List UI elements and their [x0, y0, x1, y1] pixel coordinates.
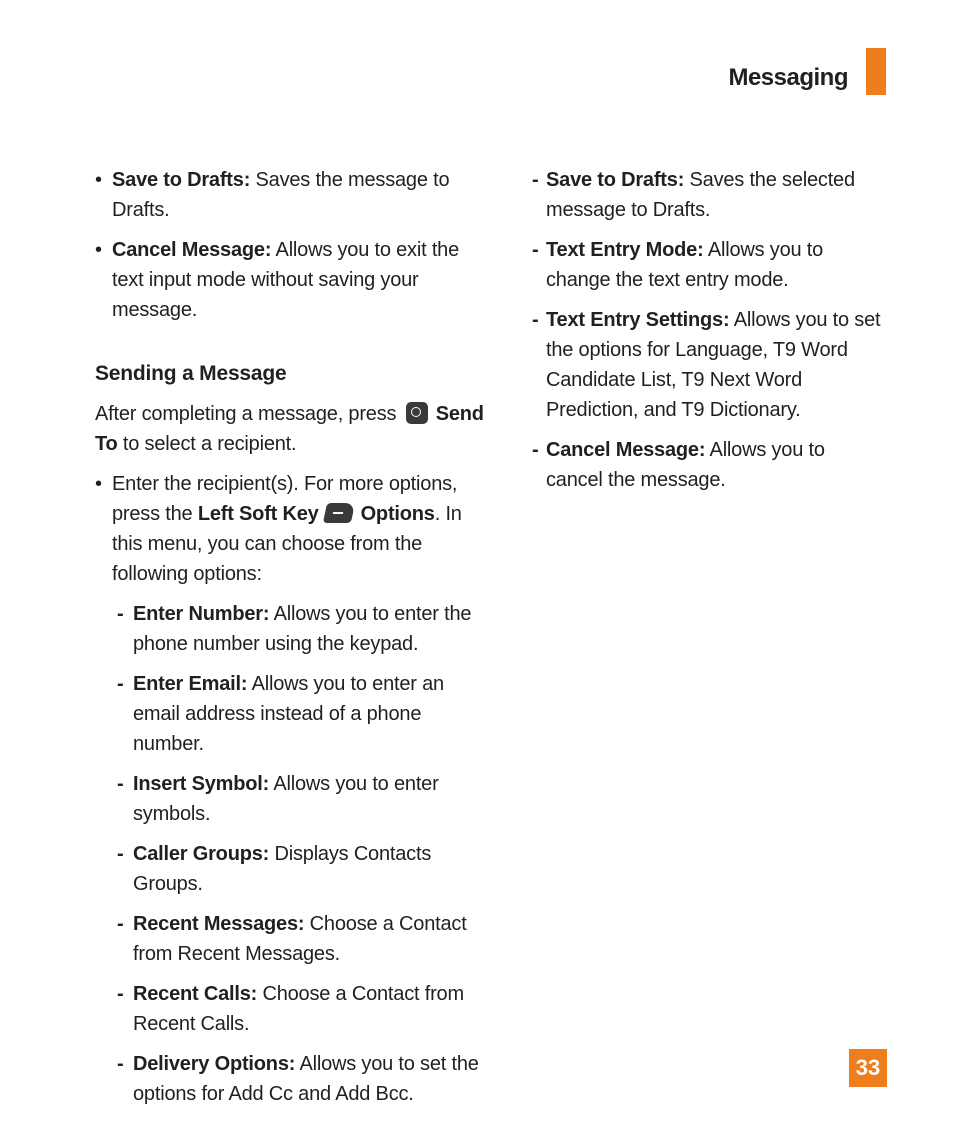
- option-item-text-entry-settings: [532, 305, 882, 425]
- dash-marker: -: [117, 913, 124, 935]
- option-item-enter-email: [95, 669, 495, 759]
- item-text: Allows you to enter symbols.: [133, 773, 439, 825]
- item-text: Allows you to enter the phone number using the keypad.: [133, 603, 472, 655]
- option-item-recent-calls: [95, 979, 495, 1039]
- intro-text: After completing a message, press: [95, 403, 402, 425]
- option-item-caller-groups: [95, 839, 495, 899]
- item-term: Delivery Options:: [133, 1053, 296, 1075]
- item-text: Allows you to cancel the message.: [546, 439, 825, 491]
- item-text: Displays Contacts Groups.: [133, 843, 432, 895]
- dash-marker: -: [532, 309, 539, 331]
- left-soft-key-label: Left Soft Key: [197, 503, 319, 525]
- dash-marker: -: [117, 673, 124, 695]
- bullet-marker: •: [95, 473, 102, 495]
- item-term: Enter Email:: [133, 673, 248, 695]
- option-item-save-to-drafts: [532, 165, 882, 225]
- item-text: Allows you to set the options for Language, T9 Word Candidate List, T9 Next Word Prediction, and T9 Dictionary.: [546, 309, 881, 421]
- item-text: Enter the recipient(s). For more options, press the: [112, 473, 458, 525]
- option-item-insert-symbol: [95, 769, 495, 829]
- left-soft-key-icon: [322, 503, 354, 523]
- item-text: Choose a Contact from Recent Calls.: [133, 983, 464, 1035]
- bullet-marker: •: [95, 169, 102, 191]
- item-text: Allows you to set the options for Add Cc and Add Bcc.: [133, 1053, 479, 1105]
- dash-marker: -: [117, 983, 124, 1005]
- item-term: Enter Number:: [133, 603, 270, 625]
- option-item-delivery-options: [95, 1049, 495, 1109]
- option-item-cancel-message: [532, 435, 882, 495]
- item-term: Save to Drafts:: [546, 169, 685, 191]
- item-text: Allows you to exit the text input mode without saving your message.: [112, 239, 460, 321]
- dash-marker: -: [117, 843, 124, 865]
- section-heading: Sending a Message: [95, 362, 287, 385]
- item-term: Cancel Message:: [546, 439, 706, 461]
- bullet-item: [95, 235, 495, 325]
- dash-marker: -: [117, 603, 124, 625]
- option-item-recent-messages: [95, 909, 495, 969]
- dash-marker: -: [532, 239, 539, 261]
- option-item-text-entry-mode: [532, 235, 882, 295]
- bullet-item: [95, 165, 495, 225]
- send-to-label: Send To: [95, 403, 484, 455]
- item-term: Insert Symbol:: [133, 773, 270, 795]
- item-term: Text Entry Mode:: [546, 239, 704, 261]
- page-number: 33: [849, 1049, 887, 1087]
- item-term: Save to Drafts:: [112, 169, 251, 191]
- bullet-marker: •: [95, 239, 102, 261]
- item-term: Caller Groups:: [133, 843, 270, 865]
- dash-marker: -: [117, 1053, 124, 1075]
- header-accent-bar: [866, 48, 886, 95]
- item-text: Saves the selected message to Drafts.: [546, 169, 855, 221]
- item-term: Recent Calls:: [133, 983, 258, 1005]
- option-item-enter-number: [95, 599, 495, 659]
- options-label: Options: [360, 503, 435, 525]
- item-text: Allows you to change the text entry mode.: [546, 239, 824, 291]
- right-column: [532, 165, 882, 505]
- page-header: [728, 48, 886, 95]
- item-term: Cancel Message:: [112, 239, 272, 261]
- item-text: Choose a Contact from Recent Messages.: [133, 913, 467, 965]
- item-term: Recent Messages:: [133, 913, 305, 935]
- page-title: Messaging: [728, 63, 848, 91]
- ok-key-icon: [406, 402, 428, 424]
- item-text-end: . In this menu, you can choose from the following options:: [112, 503, 462, 585]
- dash-marker: -: [532, 169, 539, 191]
- intro-paragraph: [95, 399, 495, 459]
- dash-marker: -: [117, 773, 124, 795]
- item-text: Allows you to enter an email address instead of a phone number.: [133, 673, 444, 755]
- item-text: Saves the message to Drafts.: [112, 169, 450, 221]
- left-column: [95, 165, 495, 1119]
- bullet-item: [95, 469, 495, 589]
- dash-marker: -: [532, 439, 539, 461]
- item-term: Text Entry Settings:: [546, 309, 730, 331]
- intro-text-end: to select a recipient.: [117, 433, 297, 455]
